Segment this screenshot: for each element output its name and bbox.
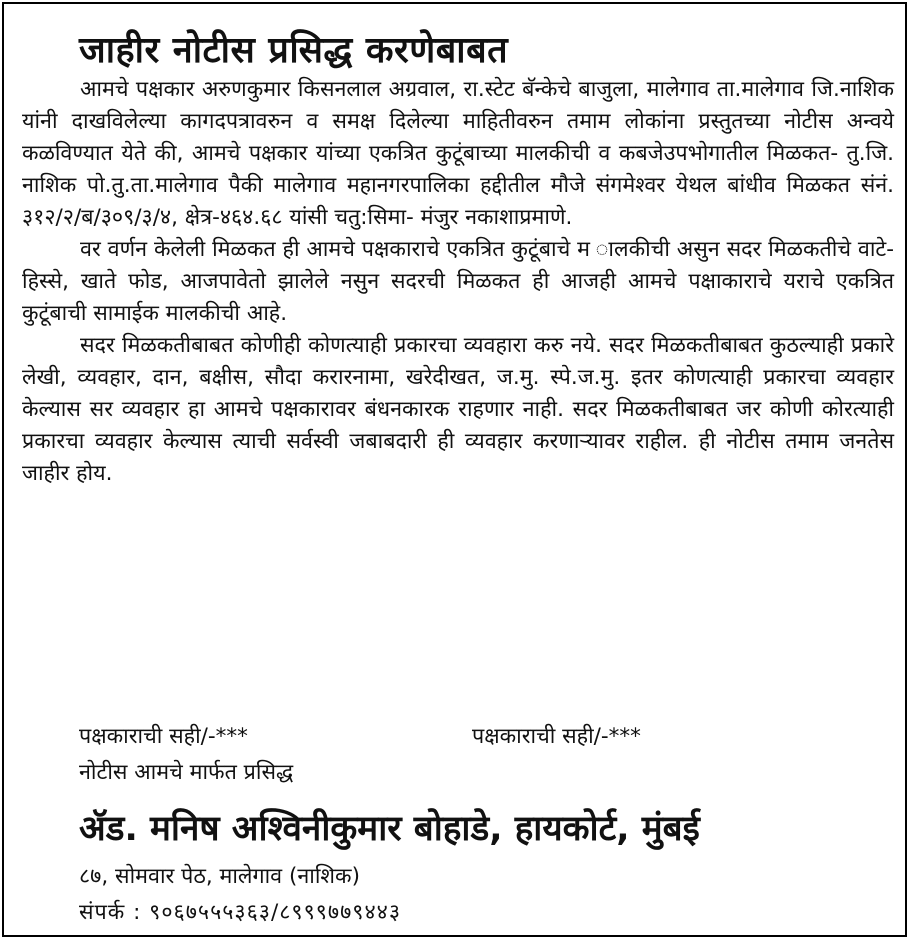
- public-notice: [2, 2, 907, 937]
- advocate-name: ॲड. मनिष अश्विनीकुमार बोहाडे, हायकोर्ट, मुंबई: [79, 809, 700, 849]
- advocate-contact: संपर्क : ९०६७५५५३६३/८९९९७७९४४३: [79, 900, 402, 925]
- notice-body: [22, 74, 894, 490]
- notice-title: जाहीर नोटीस प्रसिद्ध करणेबाबत: [79, 30, 509, 71]
- notice-paragraph-1: आमचे पक्षकार अरुणकुमार किसनलाल अग्रवाल, रा.स्टेट बॅन्केचे बाजुला, मालेगाव ता.मालेगाव जि.नाशिक यांनी दाखविलेल्या कागदपत्रावरुन व समक्ष दिलेल्या माहितीवरुन तमाम लोकांना प्रस्तुतच्या नोटीस अन्वये कळविण्यात येते की, आमचे पक्षकार यांच्या एकत्रित कुटूंबाच्या मालकीची व कबजेउपभोगातील मिळकत- तु.जि. नाशिक पो.तु.ता.मालेगाव पैकी मालेगाव महानगरपालिका हद्दीतील मौजे संगमेश्वर येथल बांधीव मिळकत संनं. ३१२/२/ब/३०९/३/४, क्षेत्र-४६४.६८ यांसी चतु:सिमा- मंजुर नकाशाप्रमाणे.: [22, 77, 894, 230]
- published-through-line: नोटीस आमचे मार्फत प्रसिद्ध: [79, 760, 294, 785]
- advocate-address: ८७, सोमवार पेठ, मालेगाव (नाशिक): [79, 864, 360, 889]
- client-signature-right: पक्षकाराची सही/-***: [472, 724, 641, 749]
- client-signature-left: पक्षकाराची सही/-***: [79, 724, 248, 749]
- signature-row: [79, 721, 879, 753]
- notice-paragraph-2: वर वर्णन केलेली मिळकत ही आमचे पक्षकाराचे एकत्रित कुटूंबाचे म ालकीची असुन सदर मिळकतीचे वाटे-हिस्से, खाते फोड, आजपावेतो झालेले नसुन सदरची मिळकत ही आजही आमचे पक्षाकाराचे यराचे एकत्रित कुटूंबाची सामाईक मालकीची आहे.: [22, 237, 894, 326]
- notice-paragraph-3: सदर मिळकतीबाबत कोणीही कोणत्याही प्रकारचा व्यवहारा करु नये. सदर मिळकतीबाबत कुठल्याही प्रकारे लेखी, व्यवहार, दान, बक्षीस, सौदा करारनामा, खरेदीखत, ज.मु. स्पे.ज.मु. इतर कोणत्याही प्रकारचा व्यवहार केल्यास सर व्यवहार हा आमचे पक्षकारावर बंधनकारक राहणार नाही. सदर मिळकतीबाबत जर कोणी कोरत्याही प्रकारचा व्यवहार केल्यास त्याची सर्वस्वी जबाबदारी ही व्यवहार करणाऱ्यावर राहील. ही नोटीस तमाम जनतेस जाहीर होय.: [22, 333, 894, 486]
